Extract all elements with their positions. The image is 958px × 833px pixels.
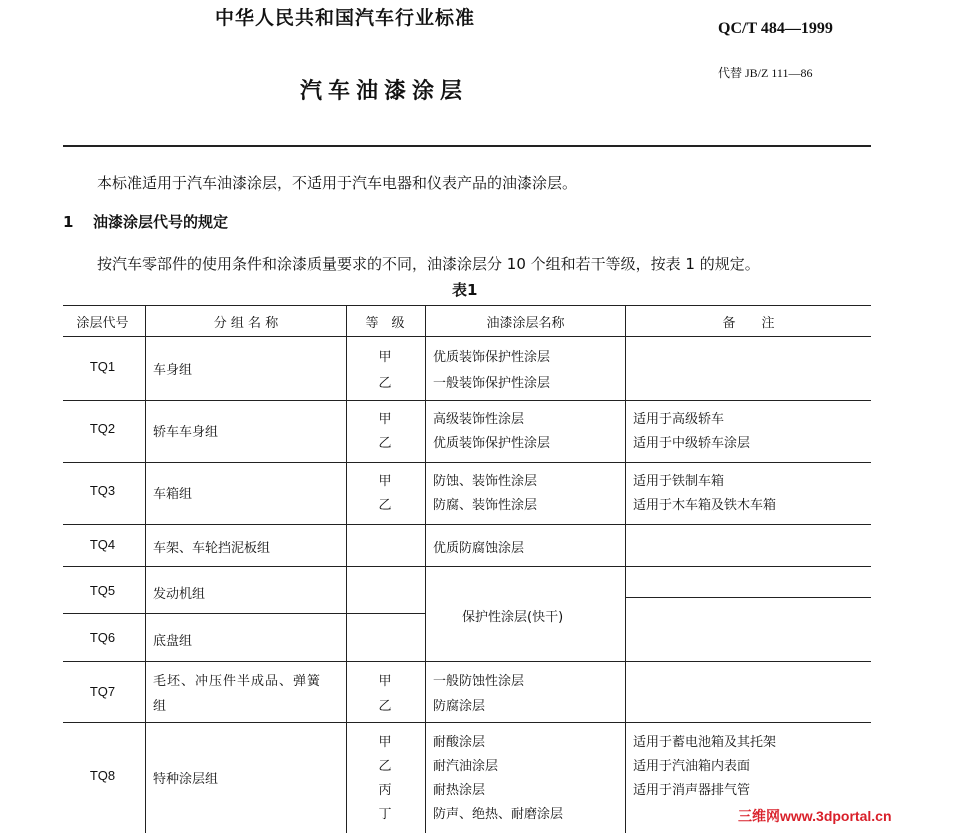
table-rule [63,462,871,463]
group-name: 底盘组 [153,634,193,649]
section-title: 油漆涂层代号的规定 [93,213,229,231]
group-code: TQ7 [89,684,116,699]
grade: 甲 [378,674,392,689]
coating-name: 保护性涂层(快干) [462,610,564,625]
group-name: 发动机组 [153,587,206,602]
table-rule [63,400,871,401]
table-rule [63,566,871,567]
table-header: 油漆涂层名称 [486,316,565,331]
section-paragraph: 按汽车零部件的使用条件和涂漆质量要求的不同，油漆涂层分 10 个组和若干等级，按表 1 的规定。 [97,255,760,273]
group-code: TQ1 [89,359,116,374]
table-header: 涂层代号 [76,315,129,330]
remark: 适用于高级轿车 [633,412,725,427]
table-rule [625,597,871,598]
coating-name: 耐热涂层 [433,783,486,798]
remark: 适用于蓄电池箱及其托架 [633,735,777,750]
section-heading [63,211,228,232]
grade: 甲 [378,474,392,489]
replaces-note: 代替 JB/Z 111—86 [718,66,813,80]
coating-name: 一般装饰保护性涂层 [433,376,551,391]
coating-name: 防蚀、装饰性涂层 [433,474,538,489]
group-code: TQ5 [89,583,116,598]
coating-name: 优质防腐蚀涂层 [433,541,525,556]
remark: 适用于消声器排气管 [633,783,751,798]
group-code: TQ2 [89,421,116,436]
coating-name: 一般防蚀性涂层 [433,674,525,689]
coating-name: 防腐、装饰性涂层 [433,498,538,513]
remark: 适用于铁制车箱 [633,474,725,489]
grade: 甲 [378,350,392,365]
table-rule [63,524,871,525]
section-number: 1 [63,213,74,231]
group-code: TQ8 [89,768,116,783]
table-rule [625,305,626,833]
document-title: 汽车油漆涂层 [300,79,469,104]
group-code: TQ4 [89,537,116,552]
table-rule [63,305,871,306]
header-rule [63,145,871,147]
table-rule [145,305,146,833]
grade: 乙 [378,376,392,391]
standard-organization: 中华人民共和国汽车行业标准 [215,7,476,29]
table-header: 备 注 [722,316,775,331]
standard-code: QC/T 484—1999 [718,20,833,37]
grade: 丁 [378,807,392,822]
remark: 适用于木车箱及铁木车箱 [633,498,777,513]
grade: 乙 [378,699,392,714]
group-code: TQ3 [89,483,116,498]
group-name: 车架、车轮挡泥板组 [153,541,271,556]
table-header: 等 级 [365,316,405,331]
table-header: 分 组 名 称 [213,316,279,331]
grade: 乙 [378,759,392,774]
table-rule [63,661,871,662]
group-name: 车箱组 [153,487,193,502]
coating-name: 耐酸涂层 [433,735,486,750]
group-name: 轿车车身组 [153,425,219,440]
table-rule [63,336,871,337]
coating-name: 防腐涂层 [433,699,486,714]
group-name: 车身组 [153,363,193,378]
watermark: 三维网www.3dportal.cn [738,808,892,824]
coating-name: 优质装饰保护性涂层 [433,436,551,451]
grade: 甲 [378,412,392,427]
table-caption: 表1 [452,281,478,299]
remark: 适用于汽油箱内表面 [633,759,751,774]
grade: 乙 [378,498,392,513]
coating-name: 优质装饰保护性涂层 [433,350,551,365]
grade: 乙 [378,436,392,451]
table-rule [425,305,426,833]
group-name-continued: 组 [153,699,167,714]
grade: 甲 [378,735,392,750]
grade: 丙 [378,783,392,798]
table-rule [63,722,871,723]
coating-name: 防声、绝热、耐磨涂层 [433,807,564,822]
coating-name: 耐汽油涂层 [433,759,499,774]
group-name: 特种涂层组 [153,772,219,787]
group-code: TQ6 [89,630,116,645]
remark: 适用于中级轿车涂层 [633,436,751,451]
table-rule [63,613,425,614]
group-name: 毛坯、冲压件半成品、弹簧 [153,674,322,689]
coating-name: 高级装饰性涂层 [433,412,525,427]
scope-paragraph: 本标准适用于汽车油漆涂层，不适用于汽车电器和仪表产品的油漆涂层。 [97,174,578,192]
